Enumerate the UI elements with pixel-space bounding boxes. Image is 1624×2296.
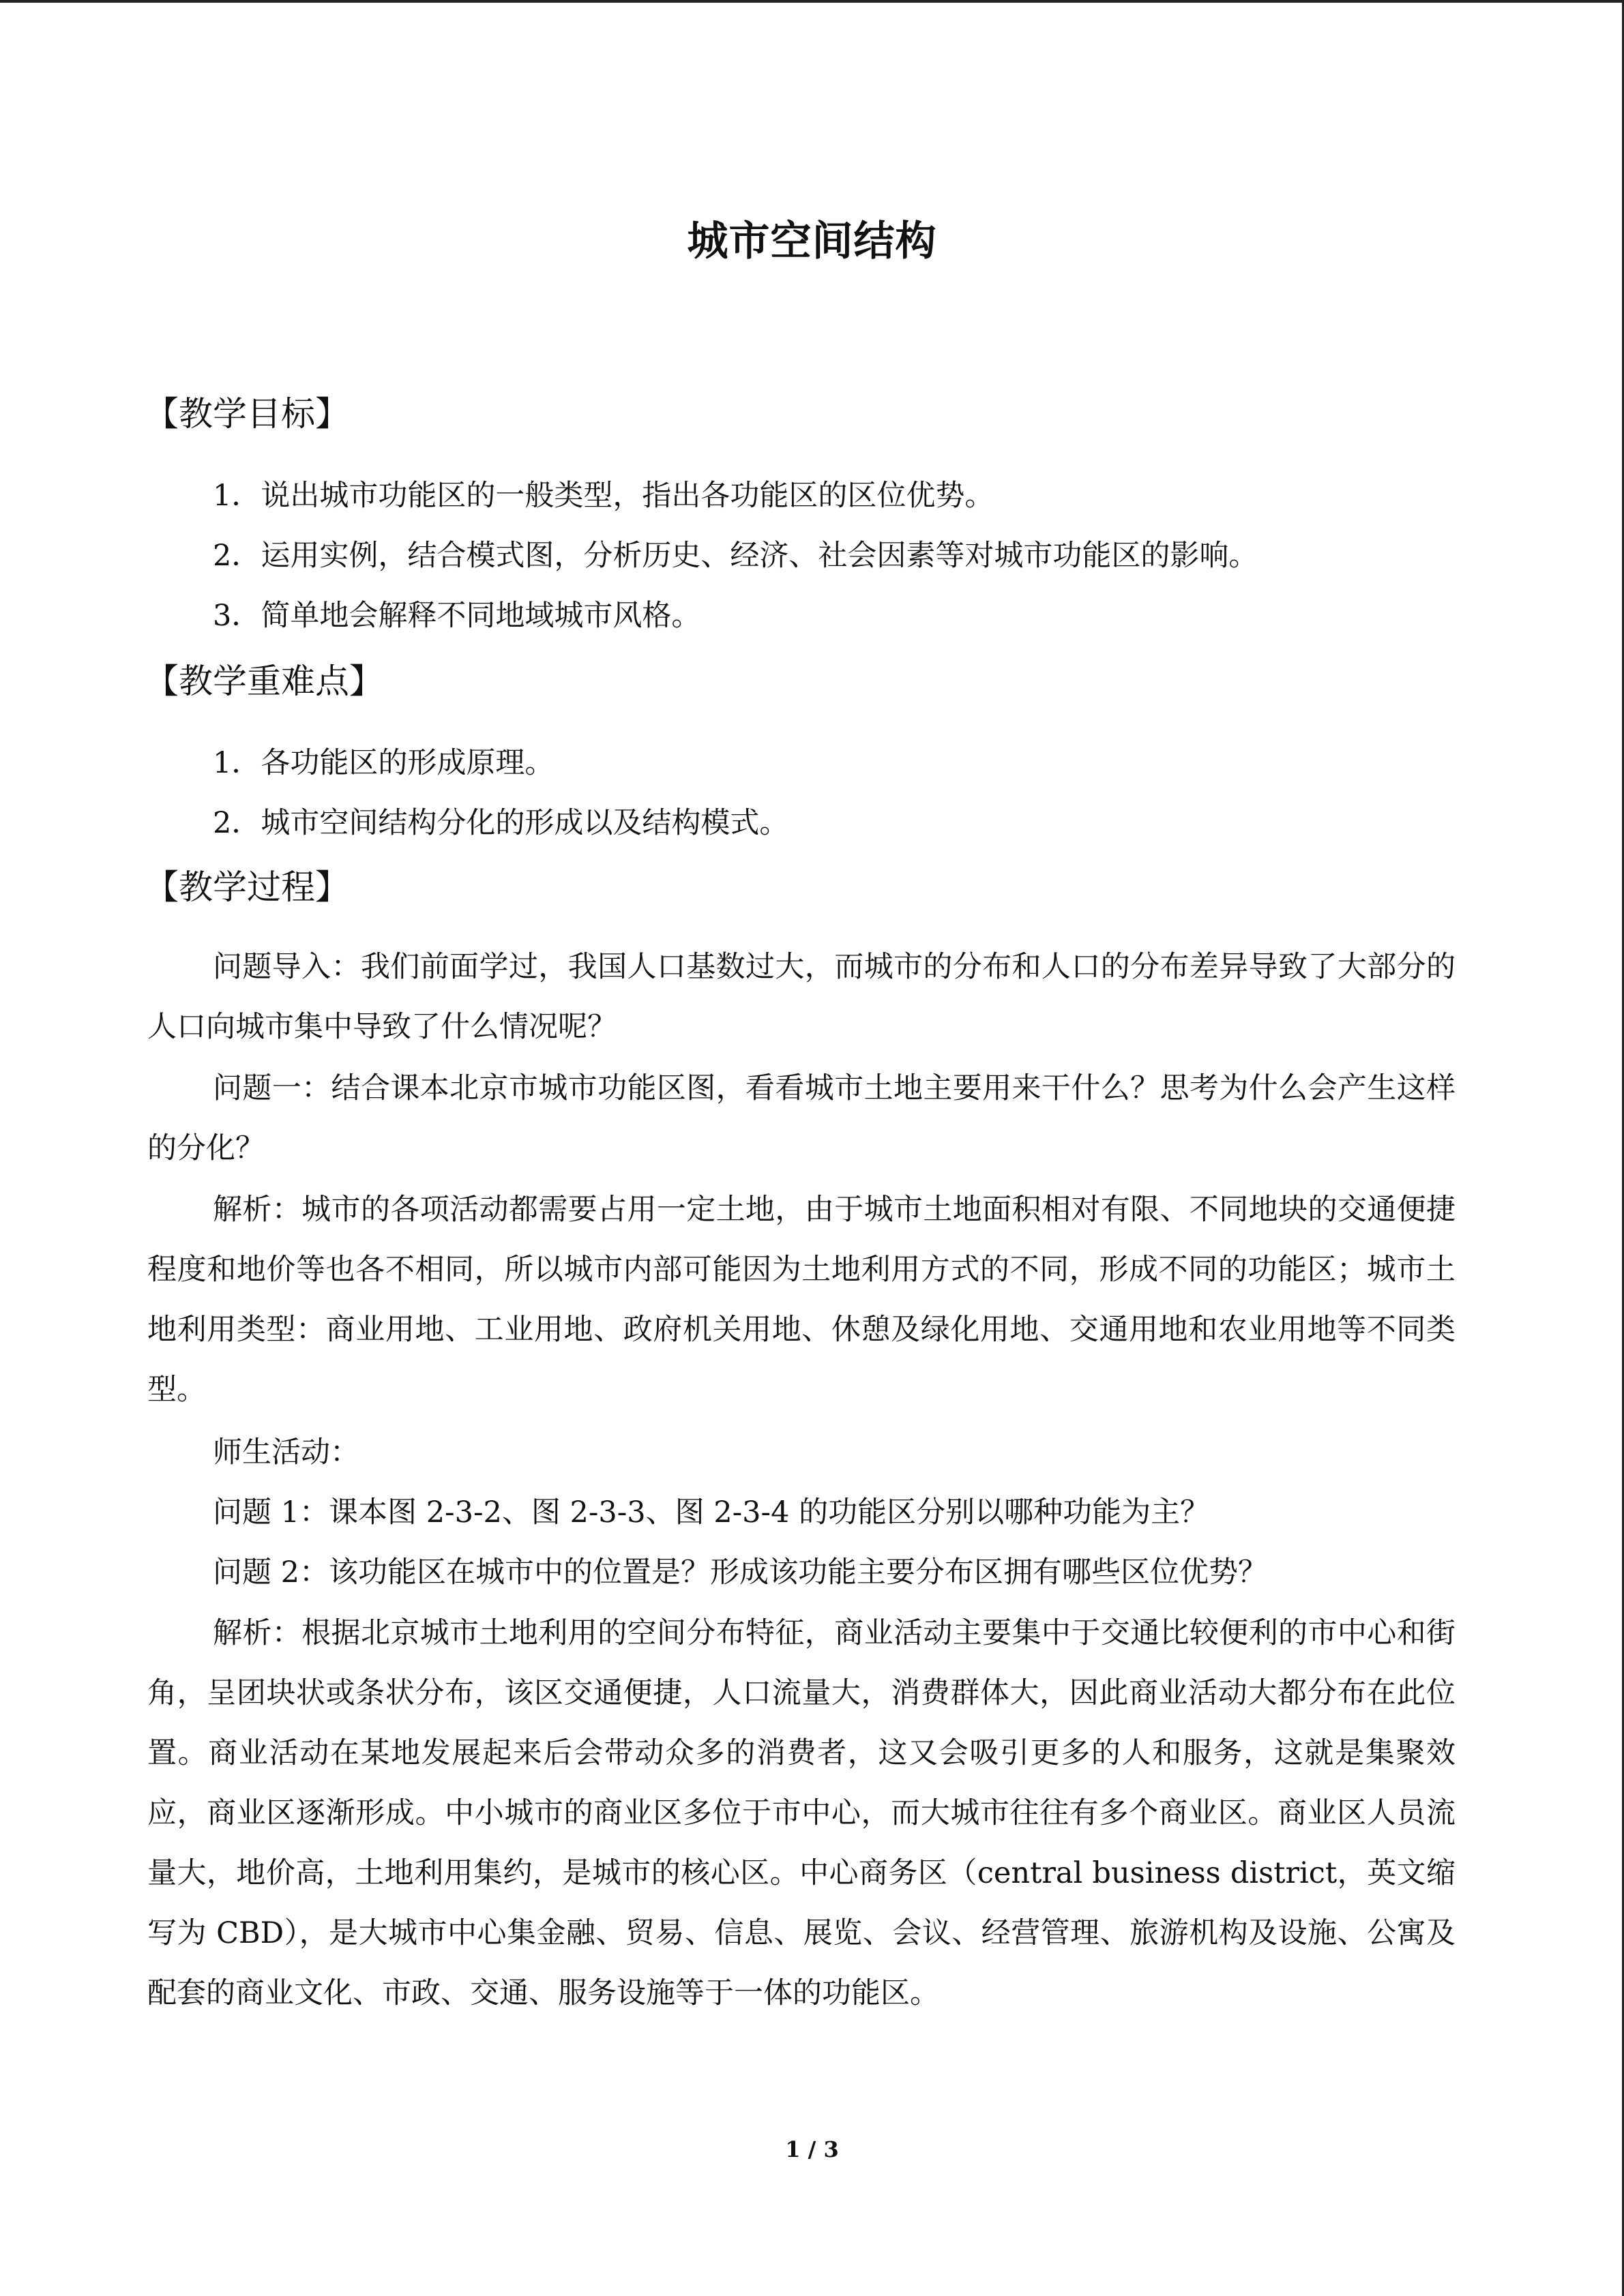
key-point-item-1: 1．各功能区的形成原理。: [213, 746, 555, 780]
section-heading-key-points: 【教学重难点】: [145, 661, 383, 701]
page-number: 1 / 3: [785, 2136, 839, 2162]
top-border: [0, 0, 1624, 3]
process-paragraph-intro: 问题导入：我们前面学过，我国人口基数过大，而城市的分布和人口的分布差异导致了大部分的人口向城市集中导致了什么情况呢？: [147, 950, 1456, 1044]
page-title: 城市空间结构: [687, 218, 937, 265]
process-paragraph-question-2-detail: 问题 2：该功能区在城市中的位置是？形成该功能主要分布区拥有哪些区位优势？: [213, 1555, 1268, 1590]
goal-item-1: 1．说出城市功能区的一般类型，指出各功能区的区位优势。: [213, 479, 994, 513]
goal-item-3: 3．简单地会解释不同地域城市风格。: [213, 599, 701, 633]
key-point-item-2: 2．城市空间结构分化的形成以及结构模式。: [213, 806, 789, 840]
process-paragraph-activity: 师生活动：: [213, 1435, 359, 1470]
process-paragraph-question-1-detail: 问题 1：课本图 2-3-2、图 2-3-3、图 2-3-4 的功能区分别以哪种功能为主？: [213, 1495, 1210, 1530]
process-paragraph-analysis-1: 解析：城市的各项活动都需要占用一定土地，由于城市土地面积相对有限、不同地块的交通便捷程度和地价等也各不相同，所以城市内部可能因为土地利用方式的不同，形成不同的功能区；城市土地利用类型：商业用地、工业用地、政府机关用地、休憩及绿化用地、交通用地和农业用地等不同类型。: [147, 1193, 1456, 1407]
process-paragraph-question-1: 问题一：结合课本北京市城市功能区图，看看城市土地主要用来干什么？思考为什么会产生这样的分化？: [147, 1071, 1456, 1165]
goal-item-2: 2．运用实例，结合模式图，分析历史、经济、社会因素等对城市功能区的影响。: [213, 539, 1258, 573]
section-heading-process: 【教学过程】: [145, 867, 349, 907]
section-heading-goals: 【教学目标】: [145, 394, 349, 434]
process-paragraph-analysis-2: 解析：根据北京城市土地利用的空间分布特征，商业活动主要集中于交通比较便利的市中心和街角，呈团块状或条状分布，该区交通便捷，人口流量大，消费群体大，因此商业活动大都分布在此位置。商业活动在某地发展起来后会带动众多的消费者，这又会吸引更多的人和服务，这就是集聚效应，商业区逐渐形成。中小城市的商业区多位于市中心，而大城市往往有多个商业区。商业区人员流量大，地价高，土地利用集约，是城市的核心区。中心商务区（central business district，英文缩写为 CBD），是大城市中心集金融、贸易、信息、展览、会议、经营管理、旅游机构及设施、公寓及配套的商业文化、市政、交通、服务设施等于一体的功能区。: [147, 1616, 1456, 2010]
